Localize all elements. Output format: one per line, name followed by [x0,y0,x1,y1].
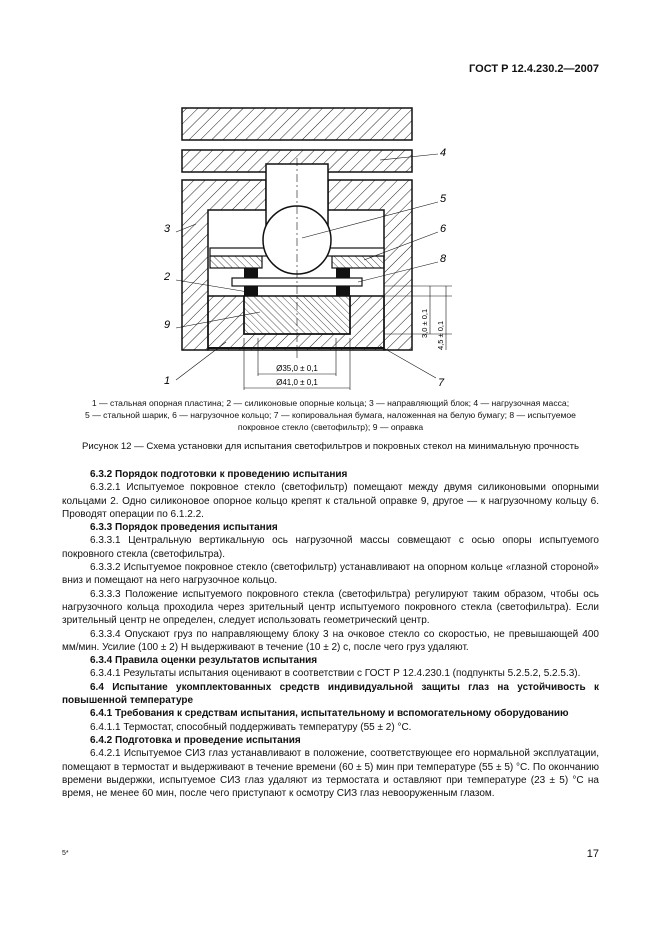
paragraph: 6.3.4.1 Результаты испытания оценивают в соответствии с ГОСТ Р 12.4.230.1 (подпункты 5.2.5.2, 5.2.5.3). [90,668,581,680]
callout-1: 1 [164,375,171,387]
section-heading: 6.3.3 Порядок проведения испытания [90,522,278,534]
paragraph: 6.4.1.1 Термостат, способный поддерживать температуру (55 ± 2) °С. [90,721,412,733]
dim-outer-label: Ø41,0 ± 0,1 [276,378,318,387]
legend-line: 5 — стальной шарик, 6 — нагрузочное кольцо; 7 — копировальная бумага, наложенная на белую бумагу; 8 — испытуемое [85,410,576,420]
load-ring-left [210,256,262,268]
load-ring-right [332,256,384,268]
section-heading: 6.3.4 Правила оценки результатов испытания [90,655,318,667]
top-plate [182,108,412,140]
figure-caption: Рисунок 12 — Схема установки для испытания светофильтров и покровных стекол на минимальную прочность [81,441,579,452]
callout-7: 7 [438,377,445,389]
dim-45-label: 4,5 ± 0,1 [436,320,445,350]
paragraph: 6.3.2.1 Испытуемое покровное стекло (светофильтр) помещают между двумя силиконовыми опорными кольцами 2. Одно силиконовое опорное кольцо крепят к стальной оправке 9, другое — к нагрузочному кольцу 6. Проводят операции по 6.1.2.2. [62,482,599,520]
callout-6: 6 [440,223,447,235]
legend-line: покровное стекло (светофильтр); 9 — оправка [237,422,424,432]
dim-3-label: 3,0 ± 0,1 [420,308,429,338]
paragraph: 6.3.3.1 Центральную вертикальную ось нагрузочной массы совмещают с осью опоры испытуемого покровного стекла (светофильтра). [62,535,599,560]
section-heading: 6.4 Испытание укомплектованных средств индивидуальной защиты глаз на устойчивость к повышенной температуре [62,681,599,707]
page-number: 17 [586,848,599,860]
section-heading: 6.3.2 Порядок подготовки к проведению испытания [90,469,348,480]
callout-8: 8 [440,253,447,265]
document-header: ГОСТ Р 12.4.230.2—2007 [469,63,599,75]
section-heading: 6.4.2 Подготовка и проведение испытания [90,734,301,746]
dim-inner-label: Ø35,0 ± 0,1 [276,364,318,373]
document-body [62,468,599,800]
figure-legend [62,397,599,433]
paragraph: 6.3.3.3 Положение испытуемого покровного стекла (светофильтра) регулируют таким образом, чтобы ось нагрузочного кольца проходила через зрительный центр испытуемого покровного стекла (светофильтра). Если зрительный центр не определен, следует использовать геометрический центр. [62,588,599,627]
callout-5: 5 [440,193,447,205]
paragraph: 6.3.3.2 Испытуемое покровное стекло (светофильтр) устанавливают на опорном кольце «глазной стороной» вниз и помещают на него нагрузочное кольцо. [62,562,599,587]
footnote-mark: 5* [62,850,69,857]
paragraph: 6.4.2.1 Испытуемое СИЗ глаз устанавливают в положение, соответствующее его нормальной эксплуатации, помещают в термостат и выдерживают в течение времени (60 ± 5) мин при температуре (55 ± 5) °С. По окончанию времени выдержки, испытуемое СИЗ глаз удаляют из термостата и оставляют при температуре (23 ± 5) °С на время, не менее 60 мин, после чего приступают к осмотру СИЗ глаз невооруженным глазом. [62,748,599,800]
callout-4: 4 [440,147,447,159]
paragraph: 6.3.3.4 Опускают груз по направляющему блоку 3 на очковое стекло со скоростью, не превышающей 400 мм/мин. Усилие (100 ± 2) Н выдерживают в течение (10 ± 2) с, после чего груз удаляют. [62,628,599,653]
section-heading: 6.4.1 Требования к средствам испытания, испытательному и вспомогательному оборудованию [90,708,569,720]
callout-2: 2 [164,271,171,283]
callout-3: 3 [164,223,171,235]
test-setup-figure [140,98,470,398]
legend-line: 1 — стальная опорная пластина; 2 — силиконовые опорные кольца; 3 — направляющий блок; 4 — нагрузочная масса; [91,398,570,408]
callout-9: 9 [164,319,171,331]
